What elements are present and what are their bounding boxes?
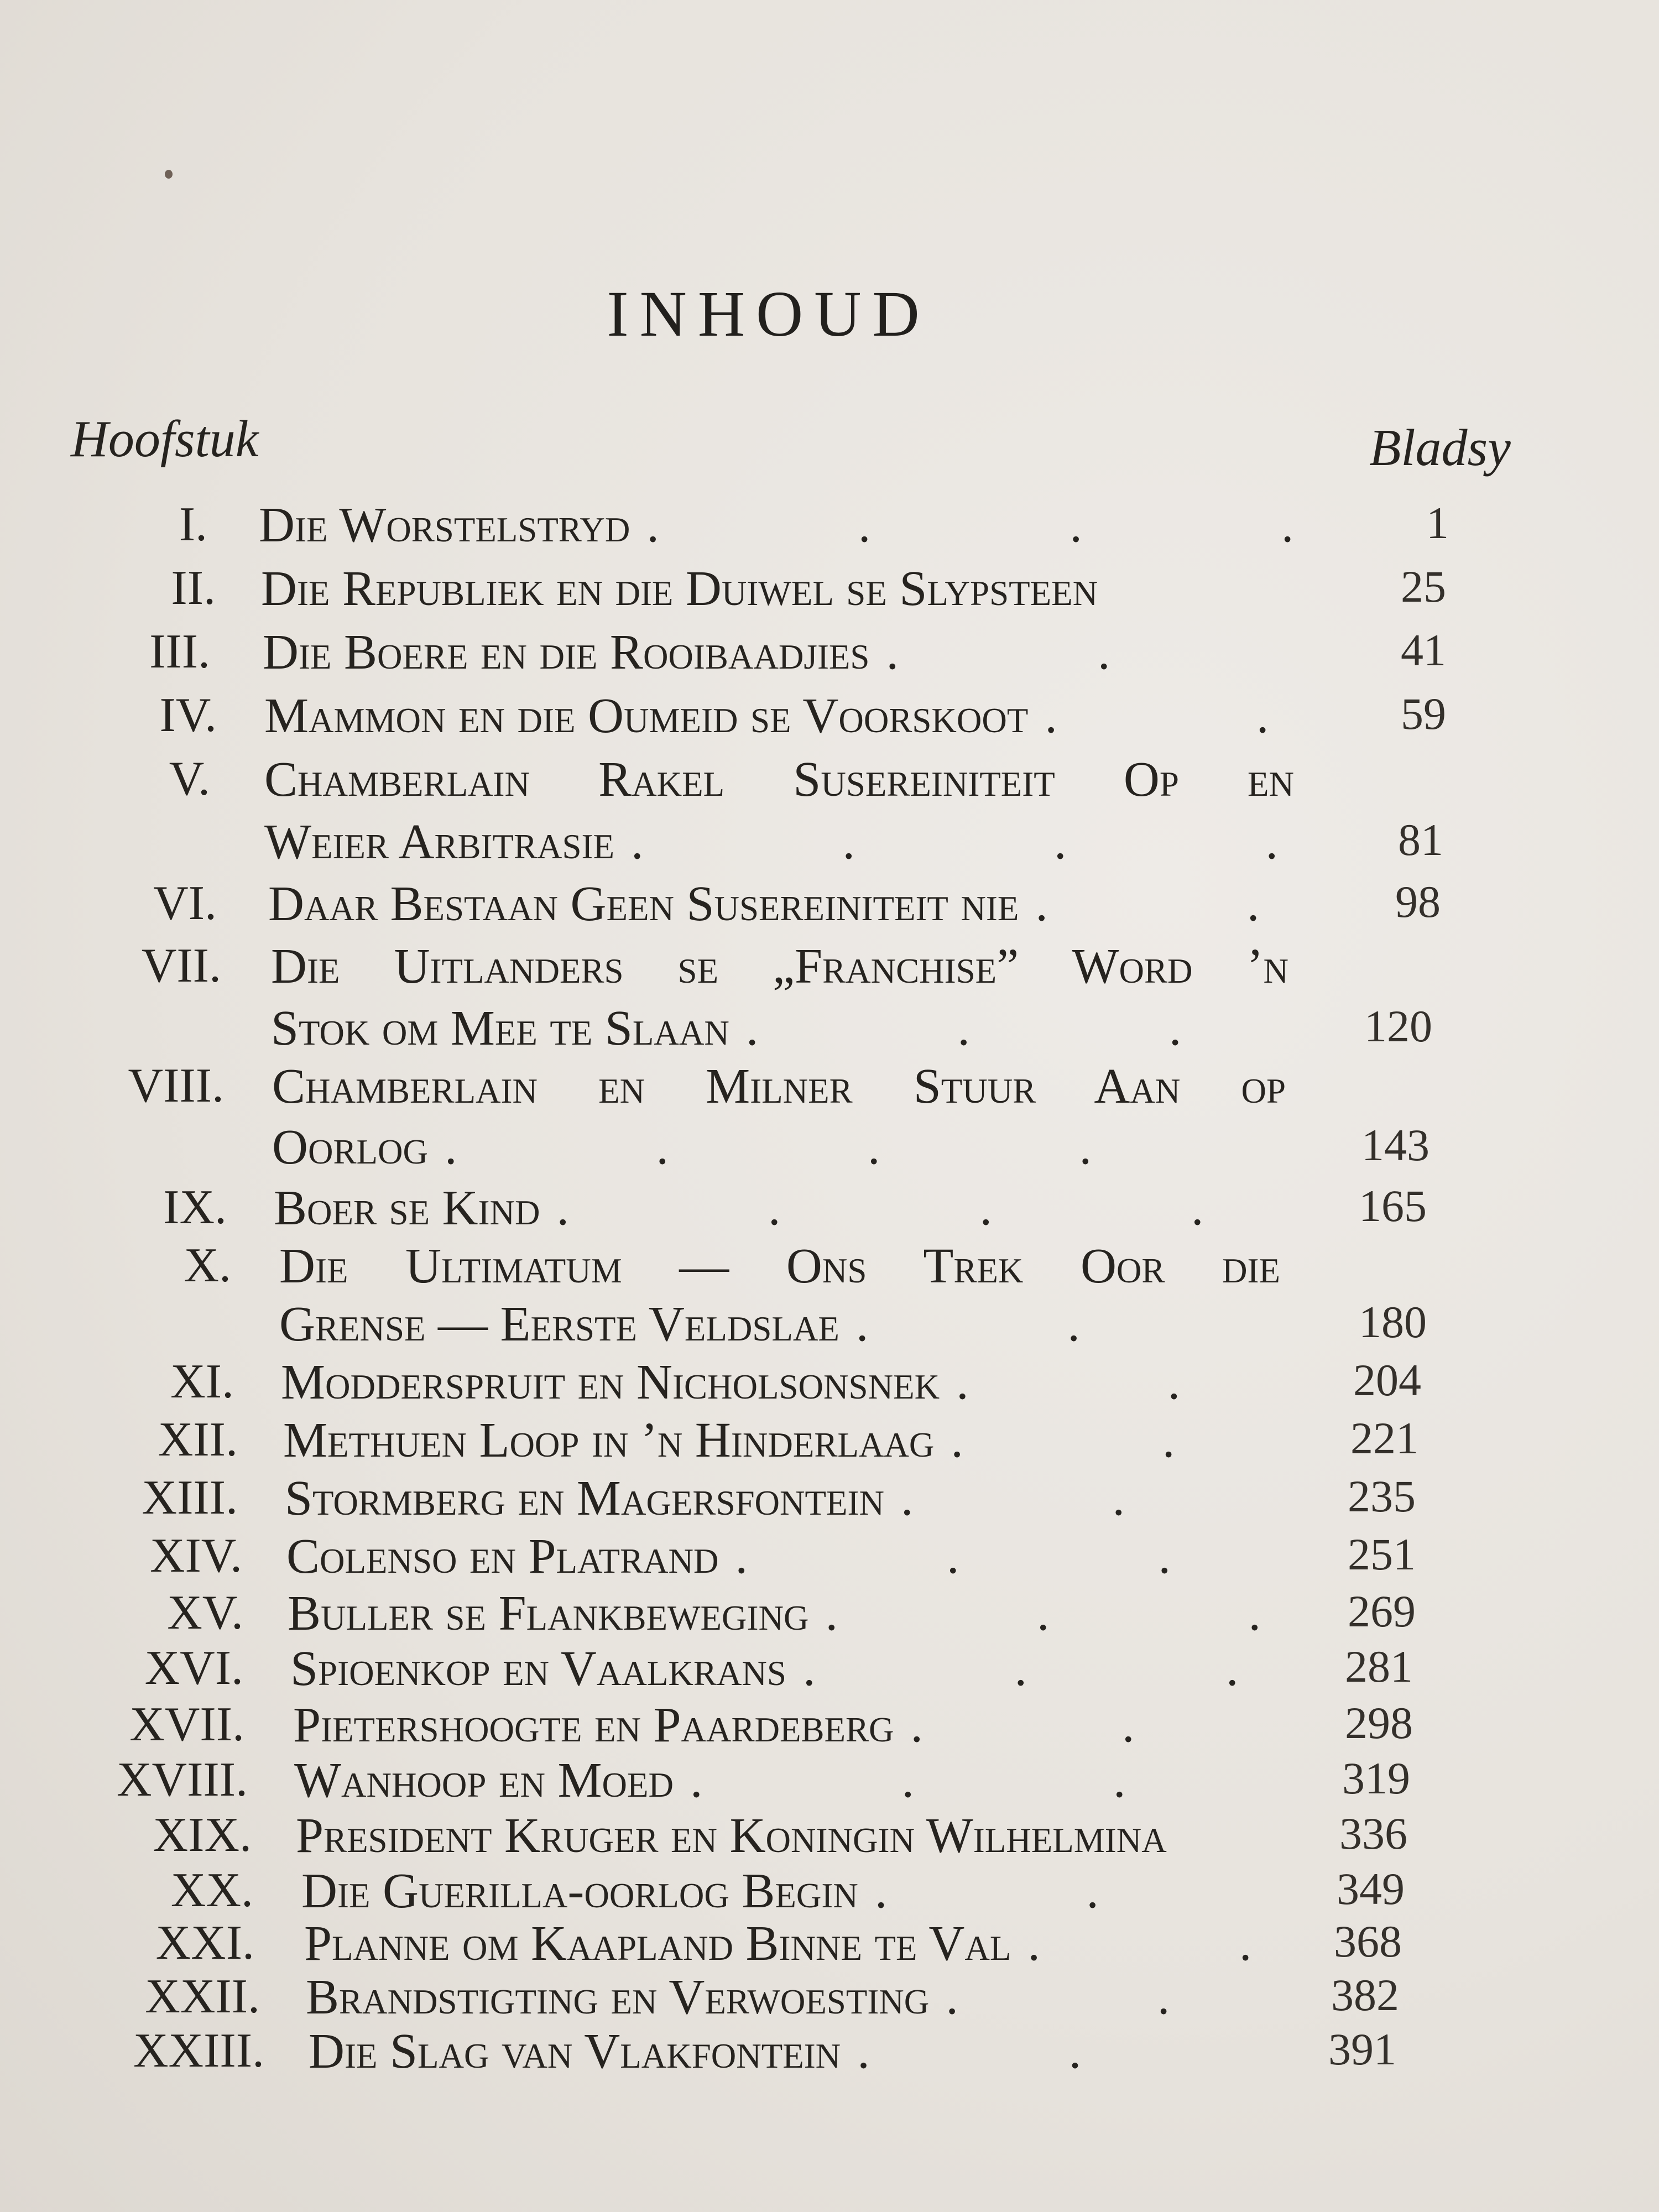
chapter-numeral: XVII. xyxy=(129,1698,244,1751)
chapter-numeral: IV. xyxy=(159,688,217,742)
chapter-numeral: XXII. xyxy=(145,1970,260,2023)
page-number: 221 xyxy=(1350,1413,1418,1463)
chapter-title-line: Buller se Flankbeweging . xyxy=(288,1589,1264,1639)
chapter-title-line: Weier Arbitrasie . xyxy=(264,817,1294,867)
chapter-numeral: III. xyxy=(149,625,210,679)
page-number: 204 xyxy=(1353,1355,1421,1405)
page-number: 368 xyxy=(1334,1916,1402,1966)
dot-leader xyxy=(839,1300,1280,1349)
chapter-title-line: Die Boere en die Rooibaadjies . xyxy=(263,628,1297,677)
page-number: 391 xyxy=(1328,2024,1396,2074)
chapter-numeral: XV. xyxy=(167,1586,243,1640)
chapter-title-line: Pietershoogte en Paardeberg . xyxy=(293,1700,1264,1750)
chapter-numeral: XXIII. xyxy=(133,2024,264,2078)
chapter-numeral: XI. xyxy=(170,1355,234,1408)
page-number: 298 xyxy=(1345,1698,1413,1748)
dot-leader xyxy=(858,1866,1258,1916)
chapter-title-line: Chamberlain Rakel Susereiniteit Op en xyxy=(264,752,1294,807)
page-number: 98 xyxy=(1395,877,1441,927)
page-number: 235 xyxy=(1348,1471,1416,1521)
chapter-title-line: Die Republiek en die Duiwel se Slypsteen xyxy=(261,561,1098,616)
chapter-title-line: Grense — Eerste Veldslae . xyxy=(279,1300,1280,1349)
dot-leader xyxy=(808,1589,1264,1639)
chapter-numeral: XX. xyxy=(170,1864,253,1917)
dot-leader xyxy=(841,2027,1253,2077)
page-number: 81 xyxy=(1398,815,1443,865)
chapter-title-line: Modderspruit en Nicholsonsnek . xyxy=(281,1358,1266,1407)
chapter-title-line: Chamberlain en Milner Stuur Aan op xyxy=(272,1059,1286,1114)
chapter-numeral: VII. xyxy=(141,939,221,993)
page-number: 382 xyxy=(1331,1970,1399,2020)
chapter-numeral: XIX. xyxy=(153,1808,252,1862)
chapter-title-line: Die Uitlanders se „Franchise” Word ’n xyxy=(271,939,1288,994)
chapter-numeral: IX. xyxy=(163,1181,227,1234)
chapter-title-line: Die Guerilla-oorlog Begin . xyxy=(301,1866,1258,1916)
page-column-header: Bladsy xyxy=(1369,419,1511,477)
chapter-title-line: Die Slag van Vlakfontein . xyxy=(309,2027,1253,2077)
chapter-title-line: Spioenkop en Vaalkrans . xyxy=(290,1644,1264,1694)
page-number: 25 xyxy=(1401,561,1446,612)
dot-leader xyxy=(929,1973,1253,2022)
chapter-title-line: Methuen Loop in ’n Hinderlaag . xyxy=(283,1416,1266,1465)
dot-leader xyxy=(884,1474,1261,1524)
chapter-numeral: VI. xyxy=(153,877,217,930)
dot-leader xyxy=(729,1004,1288,1053)
page-number: 59 xyxy=(1401,688,1446,739)
page-number: 281 xyxy=(1345,1641,1413,1692)
page-number: 41 xyxy=(1401,625,1446,675)
chapter-numeral: VIII. xyxy=(128,1059,224,1113)
page-number: 120 xyxy=(1364,1001,1432,1051)
page-number: 349 xyxy=(1337,1864,1405,1914)
chapter-numeral: XVIII. xyxy=(116,1753,248,1807)
page-number: 269 xyxy=(1348,1586,1416,1636)
chapter-title-line: Die Ultimatum — Ons Trek Oor die xyxy=(279,1239,1280,1293)
page-number: 336 xyxy=(1339,1808,1407,1859)
chapter-title-line: Die Worstelstryd . xyxy=(259,500,1300,550)
chapter-title-line: Mammon en die Oumeid se Voorskoot . xyxy=(264,691,1294,741)
page-number: 251 xyxy=(1348,1529,1416,1579)
dot-leader xyxy=(674,1756,1266,1806)
chapter-numeral: XVI. xyxy=(144,1641,243,1695)
page-number: 143 xyxy=(1361,1120,1430,1170)
chapter-title-line: Wanhoop en Moed . xyxy=(294,1756,1266,1806)
dot-leader xyxy=(614,817,1294,867)
page-title: INHOUD xyxy=(607,278,931,350)
chapter-title-line: Daar Bestaan Geen Susereiniteit nie . xyxy=(268,879,1294,929)
chapter-title-line: President Kruger en Koningin Wilhelmina xyxy=(296,1808,1167,1863)
dot-leader xyxy=(786,1644,1264,1694)
chapter-numeral: XXI. xyxy=(155,1916,254,1970)
dot-leader xyxy=(540,1183,1283,1233)
chapter-numeral: XIV. xyxy=(149,1529,242,1583)
chapter-title-line: Colenso en Platrand . xyxy=(286,1532,1264,1582)
page-number: 180 xyxy=(1359,1297,1427,1347)
chapter-numeral: XIII. xyxy=(142,1471,238,1525)
chapter-numeral: XII. xyxy=(158,1413,238,1467)
chapter-title-line: Brandstigting en Verwoesting . xyxy=(306,1973,1253,2022)
chapter-numeral: V. xyxy=(169,752,210,806)
chapter-numeral: X. xyxy=(184,1239,231,1292)
chapter-title-line: Stormberg en Magersfontein . xyxy=(285,1474,1261,1524)
dot-leader xyxy=(630,500,1300,550)
page-number: 319 xyxy=(1342,1753,1410,1803)
dot-leader xyxy=(719,1532,1264,1582)
chapter-numeral: I. xyxy=(179,498,207,551)
page-number: 1 xyxy=(1426,498,1449,548)
chapter-numeral: II. xyxy=(171,561,216,615)
dot-leader xyxy=(894,1700,1264,1750)
chapter-title-line: Stok om Mee te Slaan . xyxy=(271,1004,1288,1053)
chapter-column-header: Hoofstuk xyxy=(71,410,259,468)
dot-leader xyxy=(428,1123,1286,1172)
chapter-title-line: Oorlog . xyxy=(272,1123,1286,1172)
page-number: 165 xyxy=(1359,1181,1427,1231)
chapter-title-line: Boer se Kind . xyxy=(274,1183,1283,1233)
chapter-title-line: Planne om Kaapland Binne te Val . xyxy=(304,1919,1255,1969)
